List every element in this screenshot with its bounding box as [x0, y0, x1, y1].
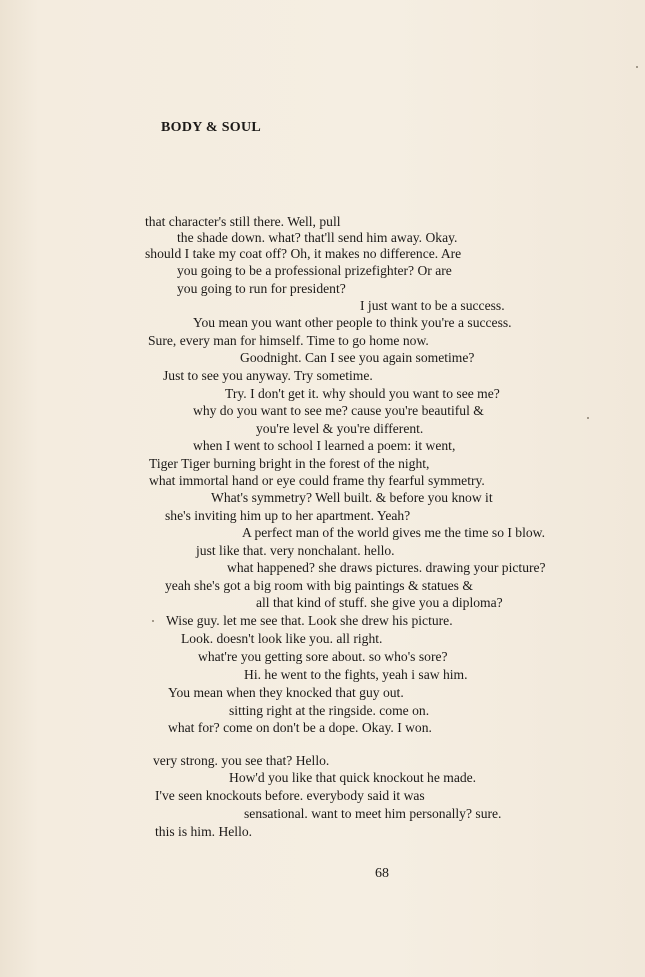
text-line: sitting right at the ringside. come on.: [229, 703, 430, 718]
text-line: What's symmetry? Well built. & before you know it: [211, 490, 493, 505]
page-number: 68: [375, 866, 389, 881]
text-line: How'd you like that quick knockout he made.: [229, 770, 477, 785]
text-line: that character's still there. Well, pull: [145, 214, 341, 229]
text-line: why do you want to see me? cause you're beautiful &: [193, 403, 484, 418]
text-line: Look. doesn't look like you. all right.: [181, 631, 383, 646]
text-line: sensational. want to meet him personally? sure.: [244, 806, 502, 821]
text-line: just like that. very nonchalant. hello.: [196, 543, 395, 558]
text-line: Try. I don't get it. why should you want to see me?: [225, 386, 500, 401]
text-line: you going to be a professional prizefighter? Or are: [177, 263, 452, 278]
paper-speck: [636, 66, 638, 68]
text-line: should I take my coat off? Oh, it makes no difference. Are: [145, 246, 462, 261]
text-line: what immortal hand or eye could frame thy fearful symmetry.: [149, 473, 485, 488]
text-line: this is him. Hello.: [155, 824, 253, 839]
text-line: what're you getting sore about. so who's sore?: [198, 649, 448, 664]
text-line: Goodnight. Can I see you again sometime?: [240, 350, 475, 365]
text-line: Just to see you anyway. Try sometime.: [163, 368, 373, 383]
text-line: I've seen knockouts before. everybody said it was: [155, 788, 425, 803]
text-line: what for? come on don't be a dope. Okay. I won.: [168, 720, 432, 735]
text-line: when I went to school I learned a poem: it went,: [193, 438, 456, 453]
text-line: I just want to be a success.: [360, 298, 505, 313]
text-line: she's inviting him up to her apartment. Yeah?: [165, 508, 411, 523]
text-line: You mean when they knocked that guy out.: [168, 685, 404, 700]
text-line: the shade down. what? that'll send him away. Okay.: [177, 230, 458, 245]
text-line: very strong. you see that? Hello.: [153, 753, 330, 768]
text-line: Wise guy. let me see that. Look she drew his picture.: [166, 613, 453, 628]
text-line: you're level & you're different.: [256, 421, 424, 436]
text-line: you going to run for president?: [177, 281, 346, 296]
running-head: BODY & SOUL: [161, 120, 262, 135]
text-line: Sure, every man for himself. Time to go home now.: [148, 333, 429, 348]
text-line: Hi. he went to the fights, yeah i saw him.: [244, 667, 468, 682]
text-line: You mean you want other people to think you're a success.: [193, 315, 512, 330]
text-line: what happened? she draws pictures. drawing your picture?: [227, 560, 546, 575]
text-line: all that kind of stuff. she give you a diploma?: [256, 595, 503, 610]
text-line: Tiger Tiger burning bright in the forest of the night,: [149, 456, 430, 471]
text-line: A perfect man of the world gives me the time so I blow.: [242, 525, 546, 540]
text-line: yeah she's got a big room with big paintings & statues &: [165, 578, 473, 593]
paper-speck: [152, 620, 154, 622]
paper-speck: [587, 417, 589, 419]
